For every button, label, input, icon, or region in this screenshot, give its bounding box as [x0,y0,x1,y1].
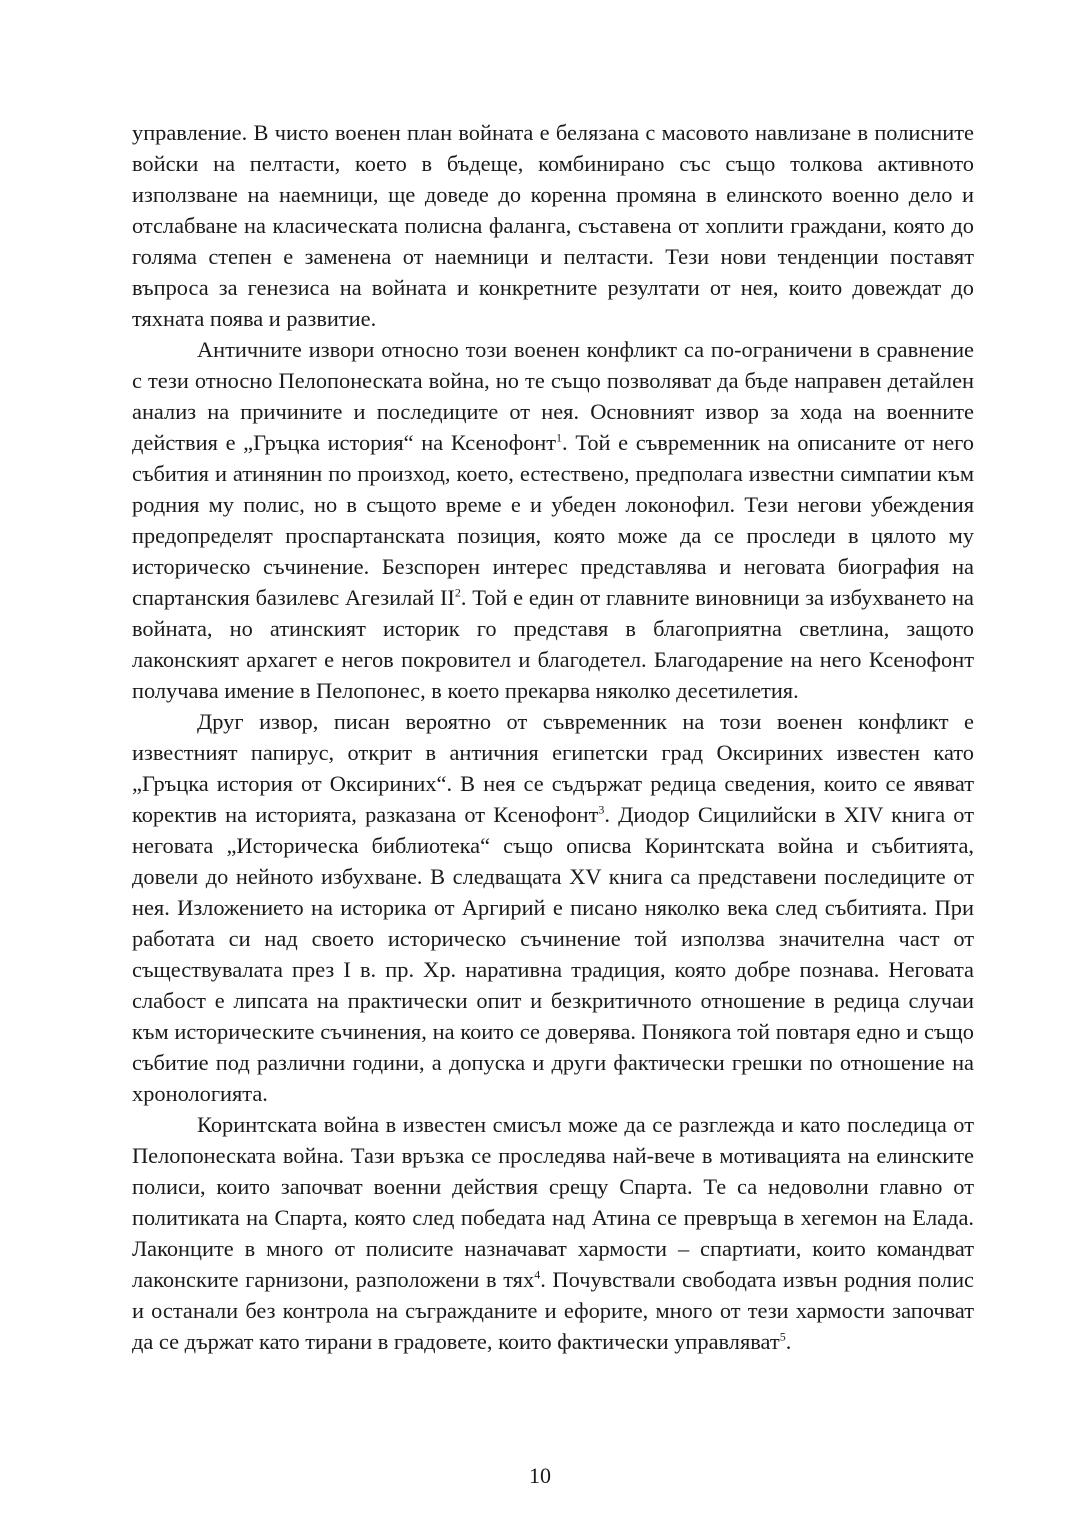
footnote-marker: 2 [454,585,461,600]
page-number: 10 [529,1463,551,1488]
footnote-marker: 5 [779,1329,786,1344]
paragraph-1 [132,117,974,334]
text-run: . Той е съвременник на описаните от него събития и атинянин по произход, което, естествено, предполага известни симпатии към родния му полис, но в същото време е и убеден локонофил. Тези негови убеждения предопределят проспартанската позиция, която може да се проследи в цялото му историческо съчинение. Безспорен интерес представлява и неговата биография на спартанския базилевс Агезилай II [132,430,975,610]
text-run: . Той е един от главните виновници за избухването на войната, но атинският историк го представя в благоприятна светлина, защото лаконският архагет е негов покровител и благодетел. Благодарение на него Ксенофонт получава имение в Пелопонес, в което прекарва няколко десетилетия. [132,585,974,703]
footnote-marker: 1 [556,430,563,445]
paragraph-3 [132,706,974,1109]
paragraph-2 [132,334,974,706]
text-run: Коринтската война в известен смисъл може да се разглежда и като последица от Пелопонеската война. Тази връзка се проследява най-вече в мотивацията на елинските полиси, които започват военни действия срещу Спарта. Те са недоволни главно от политиката на Спарта, която след победата над Атина се превръща в хегемон на Елада. Лаконците в много от полисите назначават хармости – спартиати, които командват лаконските гарнизони, разположени в тях [132,1112,974,1292]
text-run: управление. В чисто военен план войната е белязана с масовото навлизане в полисните войски на пелтасти, което в бъдеще, комбинирано със също толкова активното използване на наемници, ще доведе до коренна промяна в елинското военно дело и отслабване на класическата полисна фаланга, съставена от хоплити граждани, която до голяма степен е заменена от наемници и пелтасти. Тези нови тенденции поставят въпроса за генезиса на войната и конкретните резултати от нея, които довеждат до тяхната поява и развитие. [132,120,974,331]
text-run: . [785,1329,792,1354]
body-text [132,117,974,1357]
footnote-marker: 4 [534,1267,541,1282]
footnote-marker: 3 [598,802,605,817]
text-run: Античните извори относно този военен конфликт са по-ограничени в сравнение с тези относно Пелопонеската война, но те също позволяват да бъде направен детайлен анализ на причините и последиците от нея. Основният извор за хода на военните действия е „Гръцка история“ на Ксенофонт [132,337,974,455]
paragraph-4 [132,1109,974,1357]
text-run: . Почувствали свободата извън родния полис и останали без контрола на съгражданите и ефорите, много от тези хармости започват да се държат като тирани в градовете, които фактически управляват [132,1267,974,1354]
text-run: Друг извор, писан вероятно от съвременник на този военен конфликт е известният папирус, открит в античния египетски град Оксириних известен като „Гръцка история от Оксириних“. В нея се съдържат редица сведения, които се явяват коректив на историята, разказана от Ксенофонт [132,709,974,827]
text-run: . Диодор Сицилийски в XIV книга от неговата „Историческа библиотека“ също описва Коринтската война и събитията, довели до нейното избухване. В следващата XV книга са представени последиците от нея. Изложението на историка от Аргирий е писано няколко века след събитията. При работата си над своето историческо съчинение той използва значителна част от съществувалата през I в. пр. Хр. наративна традиция, която добре познава. Неговата слабост е липсата на практически опит и безкритичното отношение в редица случаи към историческите съчинения, на които се доверява. Понякога той повтаря едно и също събитие под различни години, а допуска и други фактически грешки по отношение на хронологията. [132,802,974,1106]
